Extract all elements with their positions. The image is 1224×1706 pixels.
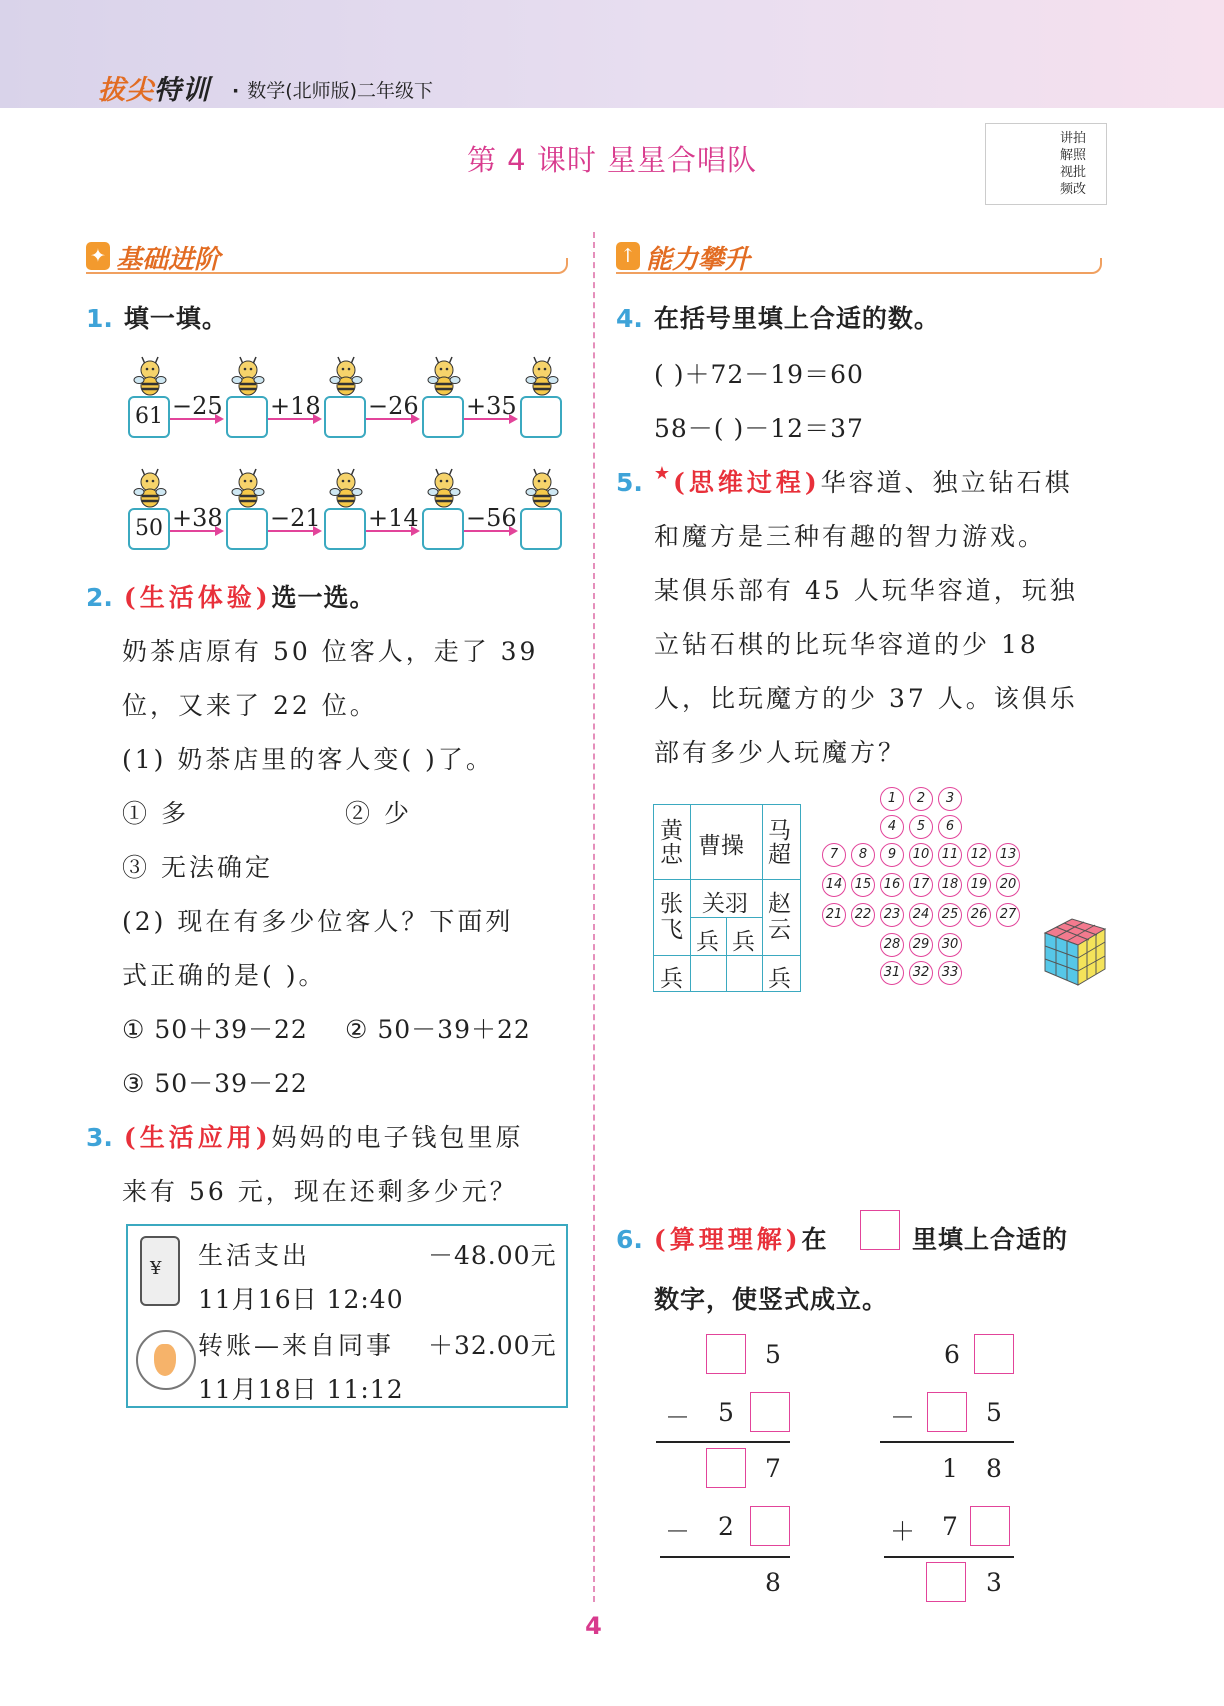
huarong-puzzle: [653, 804, 801, 992]
sample-answer-box: [860, 1210, 900, 1250]
piece-zhaoyun: 赵云: [768, 891, 791, 943]
peg: 16: [880, 873, 904, 897]
bee-icon: [133, 468, 167, 508]
question-5: 5. ★(思维过程)华容道、独立钻石棋: [616, 463, 1073, 497]
peg: 32: [909, 961, 933, 985]
bee-icon: [525, 356, 559, 396]
q6-text: 数字，使竖式成立。: [654, 1285, 889, 1314]
peg: 15: [851, 873, 875, 897]
record-1-amount: －48.00元: [428, 1241, 557, 1270]
peg: 12: [967, 843, 991, 867]
wallet-records: [126, 1224, 568, 1408]
piece-guanyu: 关羽: [702, 891, 748, 917]
run-icon: ✦: [86, 242, 110, 270]
answer-box[interactable]: [520, 508, 562, 550]
operation-label: −25: [172, 392, 223, 420]
operation-label: −21: [270, 504, 321, 532]
operation-label: +18: [270, 392, 321, 420]
record-1-time: 11月16日 12:40: [198, 1285, 404, 1314]
bee-icon: [231, 356, 265, 396]
option[interactable]: ② 少: [345, 799, 412, 828]
operation-label: +38: [172, 504, 223, 532]
record-2-amount: ＋32.00元: [428, 1331, 557, 1360]
q6-text: 里填上合适的: [912, 1225, 1069, 1254]
answer-box[interactable]: [706, 1334, 746, 1374]
operation-label: −56: [466, 504, 517, 532]
calc-line: [656, 1441, 790, 1443]
answer-box[interactable]: [324, 508, 366, 550]
peg: 23: [880, 903, 904, 927]
piece-soldier: 兵: [768, 966, 791, 992]
operation-label: −26: [368, 392, 419, 420]
option[interactable]: ② 50－39＋22: [345, 1015, 531, 1044]
record-1-name: 生活支出: [198, 1241, 311, 1270]
q2-subquestion-1: (1) 奶茶店里的客人变( )了。: [122, 745, 494, 774]
peg: 6: [938, 815, 962, 839]
bee-icon: [427, 356, 461, 396]
section-advanced: 能力攀升: [646, 245, 751, 275]
section-underline: [86, 258, 568, 274]
operation-label: +35: [466, 392, 517, 420]
peg: 11: [938, 843, 962, 867]
q2-paragraph: 奶茶店原有 50 位客人，走了 39: [122, 637, 539, 666]
answer-box[interactable]: [974, 1334, 1014, 1374]
piece-soldier: 兵: [660, 966, 683, 992]
peg: 17: [909, 873, 933, 897]
answer-box[interactable]: [970, 1506, 1010, 1546]
option[interactable]: ③ 50－39－22: [122, 1069, 308, 1098]
peg: 19: [967, 873, 991, 897]
answer-box[interactable]: [422, 396, 464, 438]
q5-text: 立钻石棋的比玩华容道的少 18: [654, 630, 1039, 659]
answer-box[interactable]: [324, 396, 366, 438]
q2-subquestion-2: 式正确的是( )。: [122, 961, 327, 990]
bee-icon: [231, 468, 265, 508]
peg: 8: [851, 843, 875, 867]
bee-icon: [133, 356, 167, 396]
bee-icon: [525, 468, 559, 508]
piece-caocao: 曹操: [698, 833, 744, 859]
peg: 13: [996, 843, 1020, 867]
piece-zhangfei: 张飞: [660, 891, 683, 943]
book-title: · 数学(北师版)二年级下: [232, 80, 434, 102]
peg: 10: [909, 843, 933, 867]
peg: 4: [880, 815, 904, 839]
peg: 1: [880, 787, 904, 811]
peg: 31: [880, 961, 904, 985]
answer-box[interactable]: [226, 508, 268, 550]
answer-box[interactable]: [422, 508, 464, 550]
brand-logo: 拔尖特训: [98, 75, 210, 106]
calc-line: [884, 1556, 1014, 1558]
peg: 29: [909, 933, 933, 957]
peg: 5: [909, 815, 933, 839]
bee-icon: [427, 468, 461, 508]
peg: 28: [880, 933, 904, 957]
q2-subquestion-2: (2) 现在有多少位客人？下面列: [122, 907, 514, 936]
q5-text: 某俱乐部有 45 人玩华容道，玩独: [654, 576, 1078, 605]
question-2: 2. (生活体验)选一选。: [86, 583, 376, 612]
question-3: 3. (生活应用)妈妈的电子钱包里原: [86, 1123, 524, 1152]
peg: 33: [938, 961, 962, 985]
answer-box[interactable]: [706, 1448, 746, 1488]
piece-machao: 马超: [768, 818, 791, 868]
section-basic: 基础进阶: [116, 245, 221, 275]
piece-soldier: 兵: [732, 929, 755, 955]
record-2-time: 11月18日 11:12: [198, 1375, 404, 1404]
question-4: 4. 在括号里填上合适的数。: [616, 304, 940, 333]
bee-icon: [329, 356, 363, 396]
peg: 22: [851, 903, 875, 927]
start-value: 61: [128, 396, 170, 438]
phone-icon: ¥: [140, 1236, 180, 1306]
answer-box[interactable]: [226, 396, 268, 438]
question-1: 1. 填一填。: [86, 304, 228, 333]
answer-box[interactable]: [927, 1392, 967, 1432]
option[interactable]: ① 50＋39－22: [122, 1015, 308, 1044]
q5-text: 人，比玩魔方的少 37 人。该俱乐: [654, 684, 1078, 713]
climb-icon: ↑: [616, 242, 640, 270]
operation-label: +14: [368, 504, 419, 532]
page-number: 4: [585, 1612, 602, 1640]
section-underline: [616, 258, 1102, 274]
calc-line: [660, 1556, 790, 1558]
column-divider: [593, 232, 595, 1602]
peg: 14: [822, 873, 846, 897]
peg: 2: [909, 787, 933, 811]
peg: 3: [938, 787, 962, 811]
fox-avatar-icon: [136, 1330, 196, 1390]
answer-box[interactable]: [750, 1506, 790, 1546]
option[interactable]: ① 多: [122, 799, 189, 828]
q5-text: 和魔方是三种有趣的智力游戏。: [654, 522, 1047, 551]
peg: 9: [880, 843, 904, 867]
peg: 7: [822, 843, 846, 867]
peg: 30: [938, 933, 962, 957]
record-2-name: 转账—来自同事: [198, 1331, 395, 1360]
qr-text: 讲拍 解照 视批 频改: [1060, 131, 1087, 197]
peg: 21: [822, 903, 846, 927]
q5-text: 部有多少人玩魔方？: [654, 738, 907, 767]
answer-box[interactable]: [520, 396, 562, 438]
answer-box[interactable]: [926, 1562, 966, 1602]
qr-code-box[interactable]: [985, 123, 1107, 205]
rubiks-cube-icon: [1040, 913, 1110, 989]
peg: 25: [938, 903, 962, 927]
answer-box[interactable]: [750, 1392, 790, 1432]
equation-2[interactable]: 58－( )－12＝37: [654, 414, 864, 443]
peg: 26: [967, 903, 991, 927]
peg: 24: [909, 903, 933, 927]
piece-soldier: 兵: [696, 929, 719, 955]
peg: 18: [938, 873, 962, 897]
peg: 27: [996, 903, 1020, 927]
q3-text: 来有 56 元，现在还剩多少元？: [122, 1177, 518, 1206]
equation-1[interactable]: ( )＋72－19＝60: [654, 360, 864, 389]
peg: 20: [996, 873, 1020, 897]
bee-icon: [329, 468, 363, 508]
question-6: 6. (算理理解)在: [616, 1225, 828, 1254]
lesson-title: 第 4 课时 星星合唱队: [466, 143, 758, 177]
header-bar: [0, 0, 1224, 108]
q2-paragraph: 位，又来了 22 位。: [122, 691, 378, 720]
piece-huangzhong: 黄忠: [660, 818, 683, 868]
start-value: 50: [128, 508, 170, 550]
option[interactable]: ③ 无法确定: [122, 853, 273, 882]
calc-line: [880, 1441, 1014, 1443]
